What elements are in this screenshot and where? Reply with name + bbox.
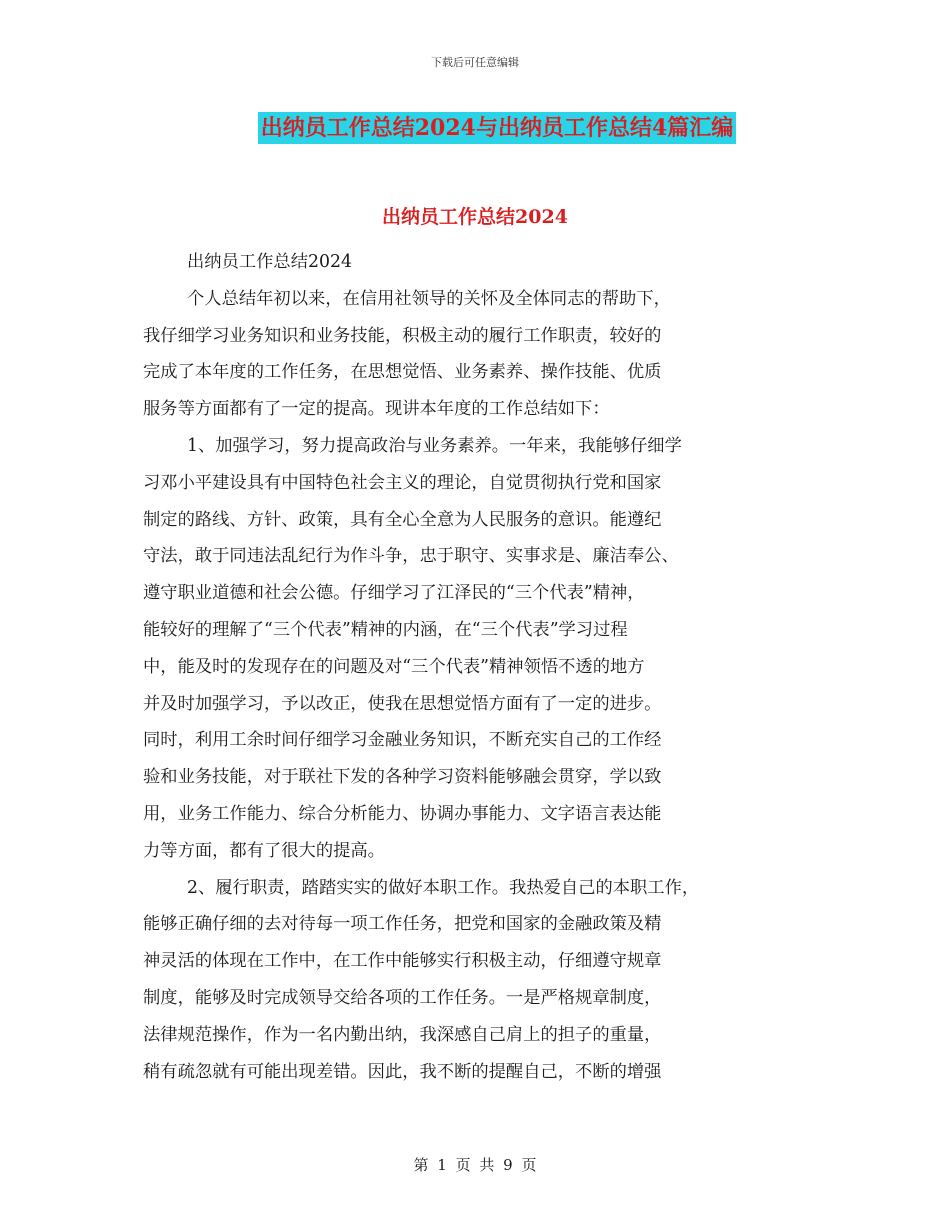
body-line: 神灵活的体现在工作中，在工作中能够实行积极主动，仔细遵守规章 [143,951,662,972]
body-line: 力等方面，都有了很大的提高。 [143,840,385,861]
main-title: 出纳员工作总结2024与出纳员工作总结4篇汇编 [258,112,737,144]
body-line: 验和业务技能，对于联社下发的各种学习资料能够融会贯穿，学以致 [143,767,662,788]
body-line: 制度，能够及时完成领导交给各项的工作任务。一是严格规章制度， [143,987,662,1008]
page-footer: 第 1 页 共 9 页 [413,1156,537,1174]
body-line: 遵守职业道德和社会公德。仔细学习了江泽民的“三个代表”精神， [143,583,645,604]
body-line: 稍有疏忽就有可能出现差错。因此，我不断的提醒自己，不断的增强 [143,1061,662,1082]
body-line: 完成了本年度的工作任务，在思想觉悟、业务素养、操作技能、优质 [143,362,662,383]
main-title-container [0,112,950,144]
body-line: 习邓小平建设具有中国特色社会主义的理论，自觉贯彻执行党和国家 [143,472,662,493]
body-line: 用，业务工作能力、综合分析能力、协调办事能力、文字语言表达能 [143,803,662,824]
document-body [143,244,823,1090]
body-line: 个人总结年初以来，在信用社领导的关怀及全体同志的帮助下， [187,288,671,309]
body-line: 制定的路线、方针、政策，具有全心全意为人民服务的意识。能遵纪 [143,509,662,530]
body-line: 中，能及时的发现存在的问题及对“三个代表”精神领悟不透的地方 [143,656,645,677]
header-note: 下载后可任意编辑 [431,56,519,69]
body-line: 我仔细学习业务知识和业务技能，积极主动的履行工作职责，较好的 [143,325,662,346]
body-line: 同时，利用工余时间仔细学习金融业务知识，不断充实自己的工作经 [143,730,662,751]
body-line: 能较好的理解了“三个代表”精神的内涵，在“三个代表”学习过程 [143,619,628,640]
section-title: 出纳员工作总结2024 [382,206,568,228]
body-line: 能够正确仔细的去对待每一项工作任务，把党和国家的金融政策及精 [143,914,662,935]
body-line: 出纳员工作总结2024 [187,252,352,272]
body-line: 并及时加强学习，予以改正，使我在思想觉悟方面有了一定的进步。 [143,693,662,714]
body-line: 守法，敢于同违法乱纪行为作斗争，忠于职守、实事求是、廉洁奉公、 [143,546,679,567]
body-line: 2、履行职责，踏踏实实的做好本职工作。我热爱自己的本职工作， [187,877,700,898]
body-line: 服务等方面都有了一定的提高。现讲本年度的工作总结如下： [143,399,610,420]
body-line: 法律规范操作，作为一名内勤出纳，我深感自己肩上的担子的重量， [143,1024,662,1045]
body-line: 1、加强学习，努力提高政治与业务素养。一年来，我能够仔细学 [187,435,682,456]
